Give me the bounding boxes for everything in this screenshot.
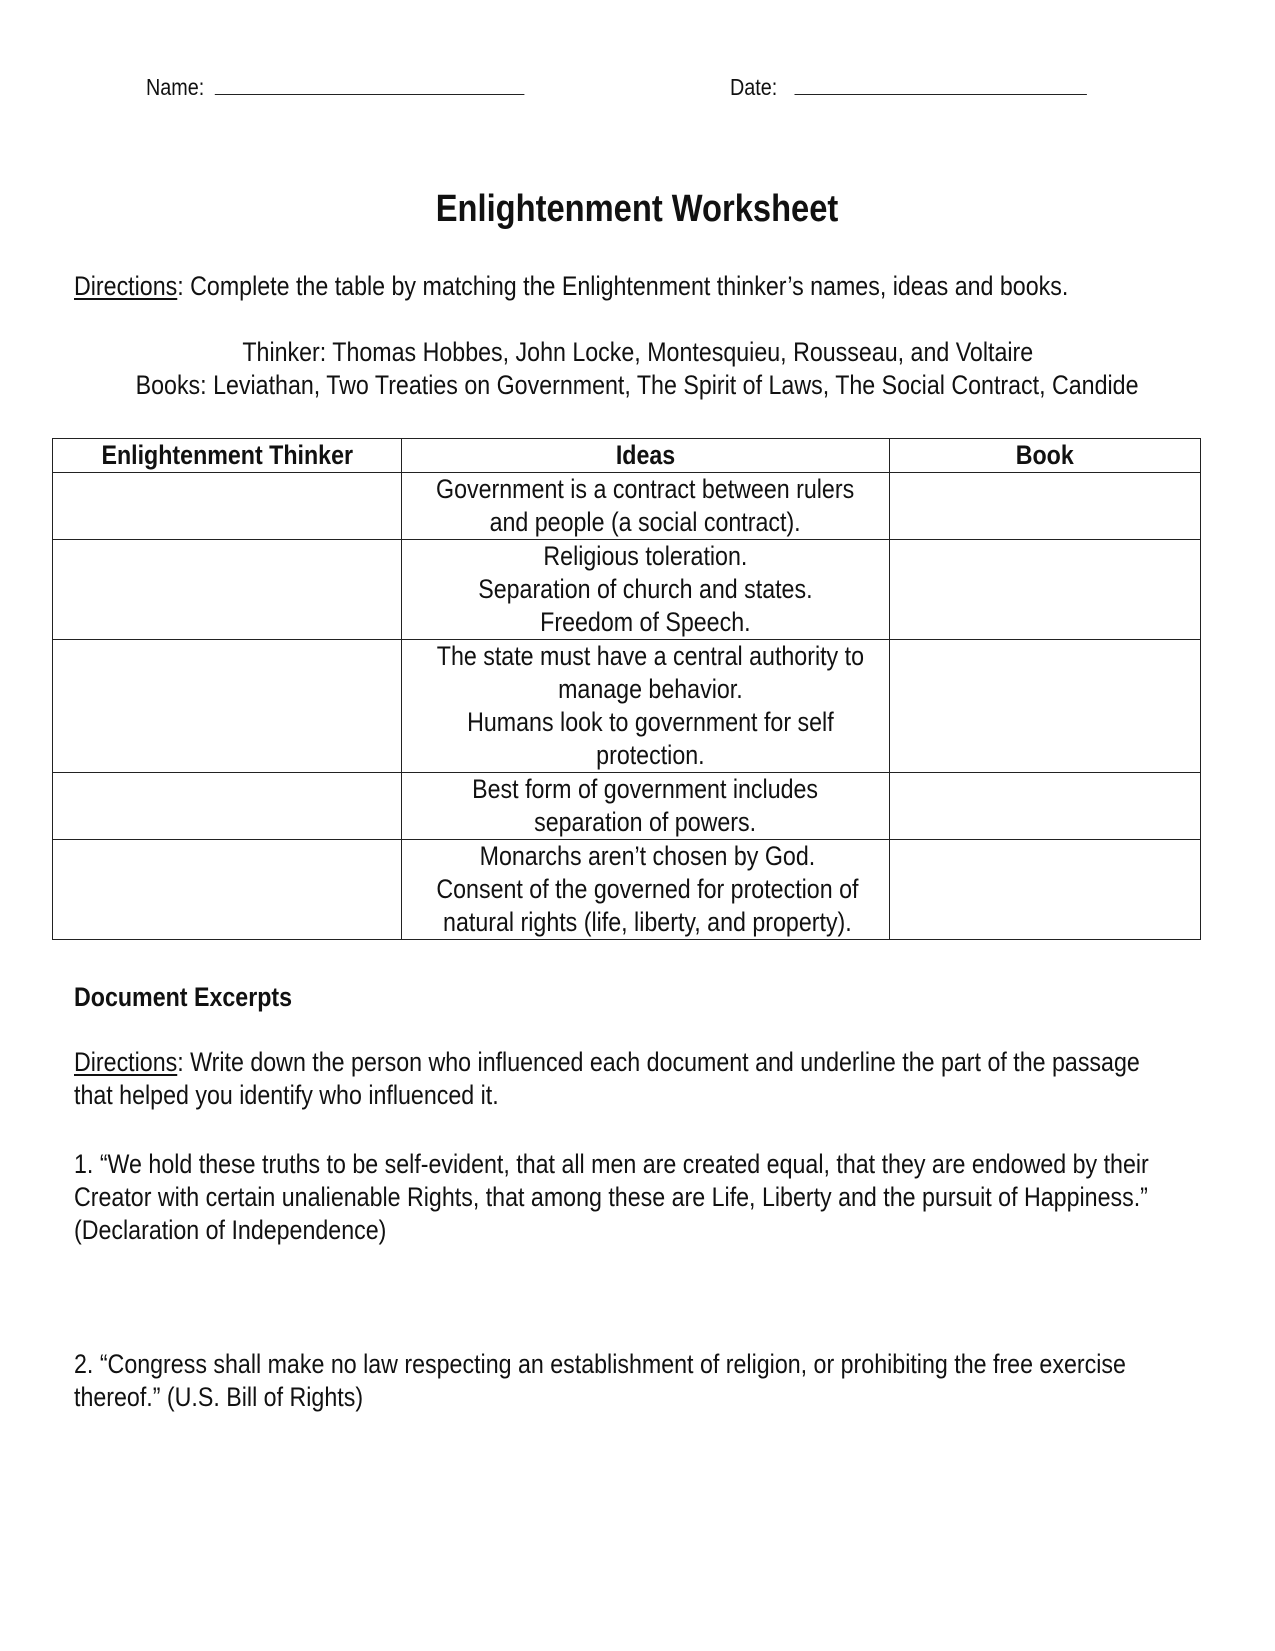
thinker-answer-cell[interactable] [53, 473, 402, 540]
excerpt-directions-line: that helped you identify who influenced it. [74, 1080, 499, 1110]
date-blank-line[interactable] [795, 74, 1087, 95]
excerpt-line: (Declaration of Independence) [74, 1215, 387, 1245]
book-answer-cell[interactable] [890, 473, 1201, 540]
ideas-line: Freedom of Speech. [540, 607, 751, 637]
directions-label: Directions [74, 271, 178, 301]
ideas-cell [402, 773, 890, 840]
ideas-cell [402, 840, 890, 940]
excerpt-directions-label: Directions [74, 1047, 178, 1077]
date-field [730, 74, 1087, 101]
table-row [53, 840, 1201, 940]
ideas-cell [402, 540, 890, 640]
date-label: Date: [730, 74, 778, 100]
matching-table [52, 438, 1201, 940]
ideas-line: Separation of church and states. [478, 574, 813, 604]
book-answer-cell[interactable] [890, 540, 1201, 640]
thinker-answer-cell[interactable] [53, 773, 402, 840]
ideas-cell [402, 640, 890, 773]
directions-text: : Complete the table by matching the Enlightenment thinker’s names, ideas and books. [177, 271, 1069, 301]
ideas-line: protection. [596, 740, 705, 770]
ideas-line: manage behavior. [558, 674, 743, 704]
column-header-ideas: Ideas [402, 439, 890, 473]
ideas-line: The state must have a central authority to [436, 641, 864, 671]
table-header-row [53, 439, 1201, 473]
excerpt-line: 1. “We hold these truths to be self-evident, that all men are created equal, that they are endowed by their [74, 1149, 1149, 1179]
excerpt-directions-line: : Write down the person who influenced each document and underline the part of the passage [177, 1047, 1140, 1077]
ideas-line: Government is a contract between rulers [436, 474, 855, 504]
excerpt-item-2 [74, 1348, 1126, 1414]
table-directions [74, 270, 1069, 303]
ideas-line: and people (a social contract). [489, 507, 802, 537]
ideas-line: Monarchs aren’t chosen by God. [479, 841, 816, 871]
book-answer-cell[interactable] [890, 773, 1201, 840]
book-answer-cell[interactable] [890, 640, 1201, 773]
excerpt-directions [74, 1046, 1140, 1112]
ideas-line: natural rights (life, liberty, and property). [443, 907, 852, 937]
thinker-word-bank [0, 336, 1275, 369]
column-header-thinker: Enlightenment Thinker [53, 439, 402, 473]
table-row [53, 540, 1201, 640]
thinker-answer-cell[interactable] [53, 540, 402, 640]
column-header-book: Book [890, 439, 1201, 473]
ideas-line: Consent of the governed for protection of [436, 874, 859, 904]
thinker-answer-cell[interactable] [53, 640, 402, 773]
ideas-line: separation of powers. [534, 807, 757, 837]
thinker-list: Thinker: Thomas Hobbes, John Locke, Montesquieu, Rousseau, and Voltaire [242, 337, 1033, 367]
ideas-line: Humans look to government for self [467, 707, 834, 737]
name-blank-line[interactable] [215, 74, 525, 95]
excerpt-item-1 [74, 1148, 1149, 1247]
ideas-line: Best form of government includes [472, 774, 819, 804]
table-row [53, 473, 1201, 540]
book-answer-cell[interactable] [890, 840, 1201, 940]
book-list: Books: Leviathan, Two Treaties on Government, The Spirit of Laws, The Social Contract, Candide [136, 370, 1139, 400]
worksheet-title [0, 188, 1275, 231]
thinker-answer-cell[interactable] [53, 840, 402, 940]
excerpt-line: thereof.” (U.S. Bill of Rights) [74, 1382, 364, 1412]
excerpt-line: Creator with certain unalienable Rights, that among these are Life, Liberty and the pursuit of Happiness.” [74, 1182, 1148, 1212]
name-label: Name: [146, 74, 205, 100]
excerpt-line: 2. “Congress shall make no law respecting an establishment of religion, or prohibiting the free exercise [74, 1349, 1126, 1379]
book-word-bank [0, 369, 1275, 402]
ideas-line: Religious toleration. [543, 541, 748, 571]
table-row [53, 640, 1201, 773]
ideas-cell [402, 473, 890, 540]
worksheet-title-text: Enlightenment Worksheet [436, 188, 839, 230]
name-field [146, 74, 525, 101]
table-row [53, 773, 1201, 840]
document-excerpts-heading: Document Excerpts [74, 982, 293, 1012]
